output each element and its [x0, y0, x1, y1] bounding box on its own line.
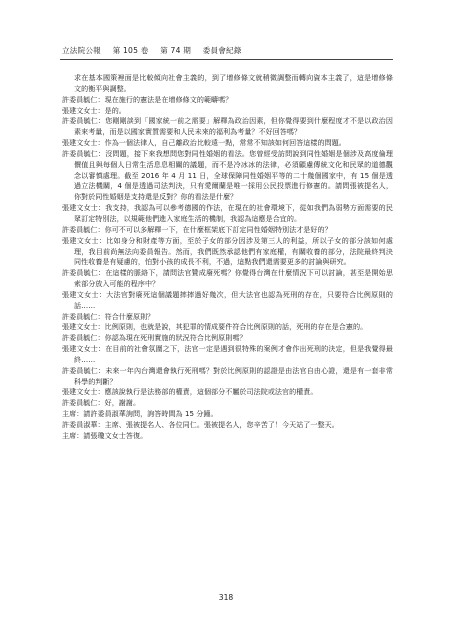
issue-number: 第 74 期	[160, 46, 192, 55]
page-header	[62, 46, 392, 56]
transcript-body	[62, 73, 393, 442]
transcript-paragraph	[62, 312, 393, 323]
speaker-label: 張建文女士：	[62, 105, 105, 115]
utterance-text: 我支持，我認為可以參考德國的作法，在現在的社會環境下，從如我們為弱勢方面需要的民眾訂定特別法，以規範他們進入家庭生活的機制，我認為這應是合宜的。	[74, 203, 393, 223]
utterance-text: 在這樣的脈絡下，請問法官贊成廢死嗎？你覺得台灣在什麼情況下可以討論，甚至是開始思索部分放入可能的程序中？	[74, 268, 393, 289]
transcript-paragraph	[62, 366, 393, 388]
transcript-paragraph	[62, 409, 393, 420]
utterance-text: 符合什麼原則？	[104, 311, 155, 321]
utterance-text: 求在基本國策裡面是比較傾向社會主義的，到了增修條文就稍微調整而轉向資本主義了，這是增修條文的衡平與調整。	[74, 73, 393, 93]
transcript-paragraph	[62, 398, 393, 409]
speaker-label: 許委員毓仁：	[62, 94, 105, 104]
transcript-paragraph	[62, 387, 393, 398]
utterance-text: 你認為現在死刑實施的狀況符合比例原則嗎？	[104, 333, 247, 343]
utterance-text: 主席、張被提名人、各位同仁。張被提名人，您辛苦了！今天站了一整天。	[104, 420, 339, 429]
transcript-paragraph	[62, 149, 393, 203]
speaker-label: 許委員淑華：	[62, 420, 105, 429]
utterance-text: 你可不可以多解釋一下，在什麼框架底下訂定同性婚姻特別法才是好的？	[104, 224, 332, 234]
speaker-label: 許委員毓仁：	[62, 333, 105, 343]
utterance-text: 您剛剛談到「國家統一前之需要」解釋為政治因素，但你覺得要到什麼程度才不是以政治因素來考量，而是以國家實質需要和人民未來的福利為考量？不好回答嗎？	[74, 116, 393, 137]
utterance-text: 作為一個法律人，自己離政治比較遠一點，常常不知該如何回答這樣的問題。	[104, 138, 346, 148]
page-number: 318	[218, 593, 234, 602]
publication-name: 立法院公報	[62, 46, 101, 55]
speaker-label: 張建文女士：	[62, 387, 105, 397]
transcript-paragraph	[62, 203, 393, 225]
section-name: 委員會紀錄	[202, 46, 242, 55]
utterance-text: 請許委員淑華詢問，詢答時間為 15 分鐘。	[83, 409, 218, 419]
speaker-label: 張建文女士：	[62, 235, 107, 245]
speaker-label: 許委員毓仁：	[62, 224, 105, 234]
speaker-label: 許委員毓仁：	[62, 398, 105, 408]
speaker-label: 張建文女士：	[62, 344, 106, 354]
transcript-paragraph	[62, 73, 393, 95]
transcript-paragraph	[62, 225, 393, 236]
utterance-text: 應該說執行是法務部的權責，這個部分不屬於司法院或法官的權責。	[104, 387, 318, 397]
speaker-label: 張建文女士：	[62, 138, 105, 148]
speaker-label: 張建文女士：	[62, 203, 106, 213]
utterance-text: 好，謝謝。	[104, 398, 141, 408]
utterance-text: 請張瓊文女士答復。	[83, 430, 148, 440]
transcript-paragraph	[62, 236, 393, 269]
transcript-paragraph	[62, 322, 393, 333]
speaker-label: 許委員毓仁：	[62, 365, 106, 375]
speaker-label: 主席：	[62, 409, 84, 419]
transcript-paragraph	[62, 290, 393, 312]
utterance-text: 是的。	[104, 105, 126, 115]
speaker-label: 張建文女士：	[62, 289, 107, 299]
header-rule	[60, 59, 393, 60]
speaker-label: 張建文女士：	[62, 322, 105, 332]
utterance-text: 沒問題，接下來我想問您對同性婚姻的看法。您曾經受訪問說到同性婚姻是個涉及高度倫理價值且與每個人日常生活息息相關的議題，而不是冷冰冰的法律，必須顧慮傳統文化和民眾的道德觀念以審慎處理。截至 2016 年 4 月 11 日，全球保障同性婚姻平等的二十幾個國家中，有 15 個是透過立法機關，4 個是透過司法判決，只有愛爾蘭是唯一採用公民投票進行修憲的。請問張被提名人，你對於同性婚姻是支持還是反對？你的看法是什麼？	[74, 148, 393, 202]
utterance-text: 在目前的社會氛圍之下，法官一定是遇到很特殊的案例才會作出死刑的決定，但是我覺得最終……	[74, 344, 393, 364]
transcript-paragraph	[62, 431, 393, 442]
volume-number: 第 105 卷	[112, 46, 149, 55]
utterance-text: 比例原則，也就是說，其犯罪的情成要件符合比例原則的話，死刑的存在是合憲的。	[104, 322, 368, 332]
speaker-label: 許委員毓仁：	[62, 116, 106, 126]
speaker-label: 許委員毓仁：	[62, 311, 105, 321]
transcript-paragraph	[62, 420, 393, 431]
speaker-label: 主席：	[62, 430, 84, 440]
speaker-label: 許委員毓仁：	[62, 268, 106, 278]
utterance-text: 現在施行的憲法是在增修條文的範疇嗎？	[104, 94, 233, 104]
transcript-paragraph	[62, 95, 393, 106]
transcript-paragraph	[62, 344, 393, 366]
utterance-text: 未來一年內台灣還會執行死刑嗎？對於比例原則的認證是由法官自由心證，還是有一套非常科學的判斷？	[74, 365, 393, 386]
transcript-paragraph	[62, 116, 393, 138]
transcript-paragraph	[62, 106, 393, 117]
speaker-label: 許委員毓仁：	[62, 148, 106, 158]
utterance-text: 大法官對廢死這個議題摔摔過好幾次，但大法官也認為死刑的存在，只要符合比例原則的話……	[74, 289, 393, 310]
utterance-text: 比如身分和財產等方面，至於子女的部分因涉及第三人的利益，所以子女的部分該如何處理，我目前尚無法向委員報告。然而，我們既然承認他們有家庭權，有關收養的部分，法院最終判決同性收養是有疑慮的，怕對小孩的成長不利，不過，這點我們還需要更多的討論與研究。	[74, 235, 393, 267]
transcript-paragraph	[62, 138, 393, 149]
transcript-paragraph	[62, 333, 393, 344]
transcript-paragraph	[62, 268, 393, 290]
